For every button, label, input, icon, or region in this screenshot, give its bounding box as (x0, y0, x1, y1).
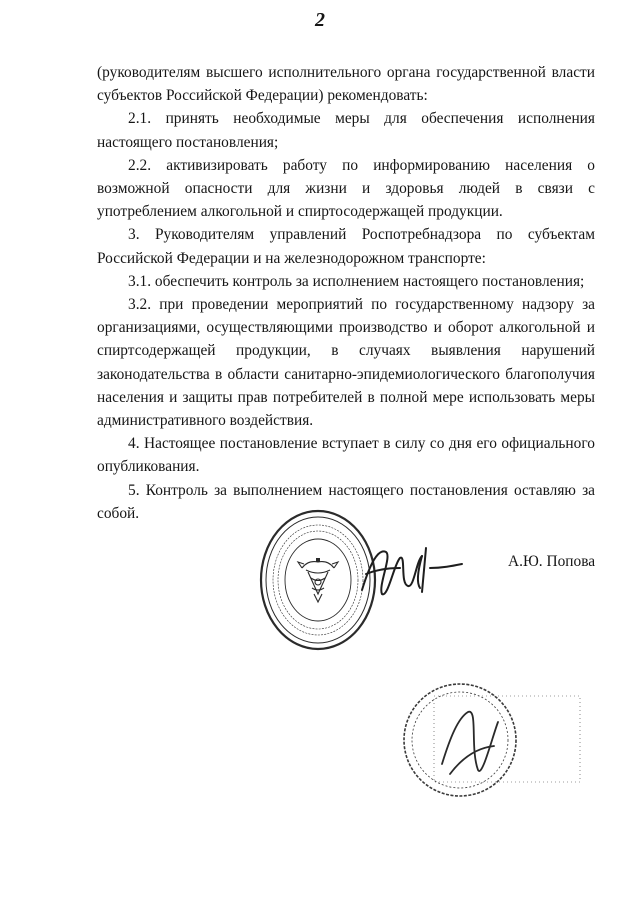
paragraph-2-2: 2.2. активизировать работу по информированию населения о возможной опасности для жизни и здоровья людей в связи с употреблением алкогольной и спиртосодержащей продукции. (97, 156, 595, 221)
signer-name: А.Ю. Попова (508, 553, 596, 570)
paragraph-4: 4. Настоящее постановление вступает в силу со дня его официального опубликования. (97, 435, 595, 476)
certified-copy-stamp (398, 678, 584, 802)
paragraph-3-2: 3.2. при проведении мероприятий по государственному надзору за организациями, осуществляющими производство и оборот алкогольной и спиртсодержащей продукции, в случаях выявления нарушений законодательства в области санитарно-эпидемиологического благополучия населения и защиты прав потребителей в полной мере использовать меры административного воздействия. (97, 296, 595, 430)
document-body (97, 61, 595, 525)
paragraph-3: 3. Руководителям управлений Роспотребнадзора по субъектам Российской Федерации и на железнодорожном транспорте: (97, 226, 595, 267)
page-number: 2 (315, 9, 325, 31)
paragraph-intro: (руководителям высшего исполнительного органа государственной власти субъектов Российской Федерации) рекомендовать: (97, 64, 595, 105)
paragraph-3-1: 3.1. обеспечить контроль за исполнением настоящего постановления; (128, 272, 585, 290)
handwritten-signature (356, 534, 466, 602)
paragraph-5: 5. Контроль за выполнением настоящего постановления оставляю за собой. (97, 481, 595, 522)
paragraph-2-1: 2.1. принять необходимые меры для обеспечения исполнения настоящего постановления; (97, 110, 595, 151)
